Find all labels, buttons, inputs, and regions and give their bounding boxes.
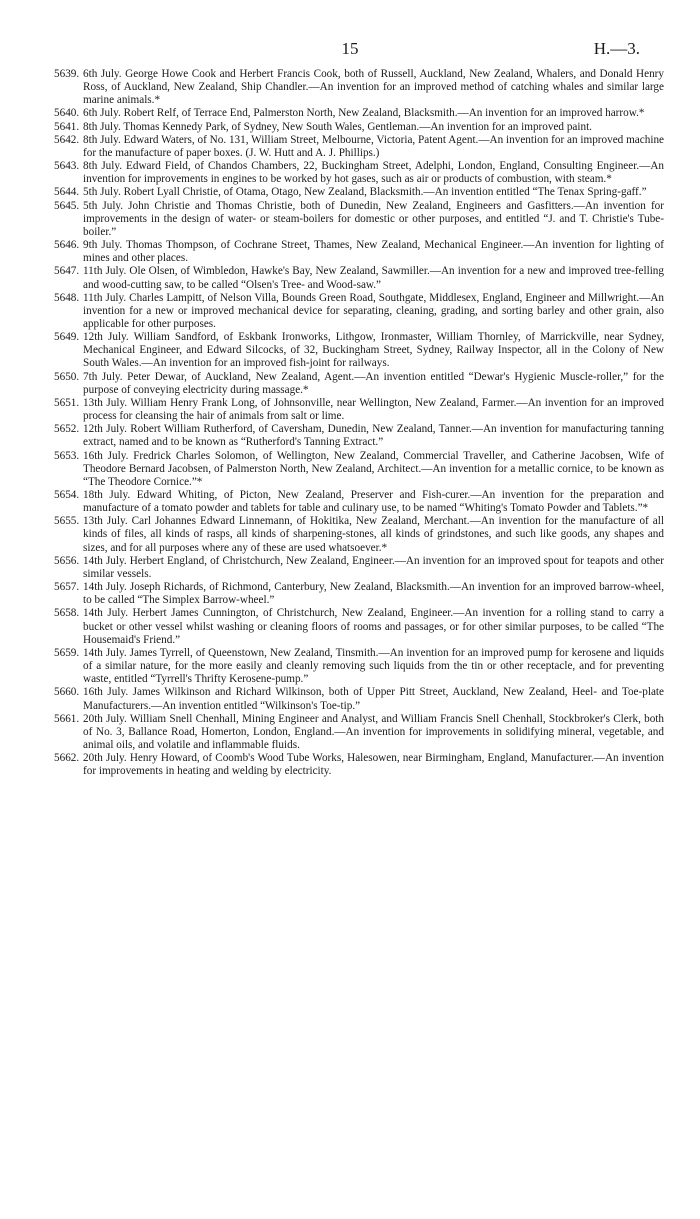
patent-entry xyxy=(54,450,664,489)
patent-entry xyxy=(54,68,664,107)
entry-text: 7th July. Peter Dewar, of Auckland, New Zealand, Agent.—An invention entitled “Dewar's Hygienic Muscle-roller,” for the purpose of conveying electricity during massage.* xyxy=(83,370,664,396)
entry-number: 5650. xyxy=(54,370,80,383)
entry-text: 16th July. James Wilkinson and Richard Wilkinson, both of Upper Pitt Street, Auckland, New Zealand, Heel- and Toe-plate Manufacturers.—An invention entitled “Wilkinson's Toe-tip.” xyxy=(83,686,664,712)
patent-entry xyxy=(54,186,664,199)
entry-text: 20th July. Henry Howard, of Coomb's Wood Tube Works, Halesowen, near Birmingham, England, Manufacturer.—An invention for improvements in heating and welding by electricity. xyxy=(83,752,664,778)
entry-text: 5th July. Robert Lyall Christie, of Otama, Otago, New Zealand, Blacksmith.—An invention entitled “The Tenax Spring-gaff.” xyxy=(83,186,647,199)
patent-entry xyxy=(54,331,664,370)
patent-entry xyxy=(54,292,664,331)
patent-entry xyxy=(54,265,664,291)
page-header xyxy=(0,38,700,60)
entry-number: 5648. xyxy=(54,291,80,304)
entry-number: 5662. xyxy=(54,752,80,765)
patent-entry xyxy=(54,121,664,134)
entry-number: 5656. xyxy=(54,554,80,567)
entry-text: 18th July. Edward Whiting, of Picton, New Zealand, Preserver and Fish-curer.—An invention for the preparation and manufacture of a tomato powder and tablets for table and culinary use, to be named “Whiting's Tomato Powder and Tablets.”* xyxy=(83,489,664,515)
entry-number: 5646. xyxy=(54,239,80,252)
entry-text: 16th July. Fredrick Charles Solomon, of Wellington, New Zealand, Commercial Traveller, and Catherine Jacobsen, Wife of Theodore Bernard Jacobsen, of Palmerston North, New Zealand, Architect.—An invention for a metallic cornice, to be known as “The Theodore Cornice.”* xyxy=(83,449,664,488)
patent-entry xyxy=(54,107,664,120)
entry-number: 5661. xyxy=(54,712,80,725)
entry-text: 5th July. John Christie and Thomas Christie, both of Dunedin, New Zealand, Engineers and Gasfitters.—An invention for improvements in the design of water- or steam-boilers for domestic or other purposes, and entitled “J. and T. Christie's Tube-boiler.” xyxy=(83,199,664,238)
patent-entry xyxy=(54,607,664,646)
entry-number: 5644. xyxy=(54,186,80,199)
entry-number: 5657. xyxy=(54,581,80,594)
entry-text: 11th July. Ole Olsen, of Wimbledon, Hawke's Bay, New Zealand, Sawmiller.—An invention for a new and improved tree-felling and wood-cutting saw, to be called “Olsen's Tree- and Wood-saw.” xyxy=(83,265,664,291)
entry-number: 5639. xyxy=(54,68,80,80)
entry-text: 6th July. Robert Relf, of Terrace End, Palmerston North, New Zealand, Blacksmith.—An invention for an improved harrow.* xyxy=(83,107,645,120)
patent-entry xyxy=(54,515,664,554)
entry-text: 8th July. Edward Field, of Chandos Chambers, 22, Buckingham Street, Adelphi, London, England, Consulting Engineer.—An invention for improvements in engines to be worked by hot gases, such as air or products of combustion, with steam.* xyxy=(83,160,664,186)
entry-text: 14th July. Joseph Richards, of Richmond, Canterbury, New Zealand, Blacksmith.—An invention for an improved barrow-wheel, to be called “The Simplex Barrow-wheel.” xyxy=(83,581,664,607)
entry-number: 5659. xyxy=(54,646,80,659)
entry-number: 5655. xyxy=(54,515,80,528)
entry-text: 9th July. Thomas Thompson, of Cochrane Street, Thames, New Zealand, Mechanical Engineer.—An invention for lighting of mines and other places. xyxy=(83,239,664,265)
entry-number: 5653. xyxy=(54,449,80,462)
patent-entry xyxy=(54,555,664,581)
patent-entry xyxy=(54,581,664,607)
entry-text: 12th July. Robert William Rutherford, of Caversham, Dunedin, New Zealand, Tanner.—An invention for manufacturing tanning extract, named and to be known as “Rutherford's Tanning Extract.” xyxy=(83,423,664,449)
entry-text: 11th July. Charles Lampitt, of Nelson Villa, Bounds Green Road, Southgate, Middlesex, England, Engineer and Millwright.—An invention for a new or improved mechanical device for separating, cleaning, grading, and sorting barley and other grain, also applicable for other purposes. xyxy=(83,291,664,330)
patent-entries-list xyxy=(54,68,664,778)
entry-text: 14th July. Herbert James Cunnington, of Christchurch, New Zealand, Engineer.—An invention for a rolling stand to carry a bucket or other vessel whilst washing or cleaning floors of rooms and passages, or for other similar purposes, to be called “The Housemaid's Friend.” xyxy=(83,607,664,646)
entry-number: 5660. xyxy=(54,686,80,699)
entry-text: 8th July. Thomas Kennedy Park, of Sydney, New South Wales, Gentleman.—An invention for an improved paint. xyxy=(83,120,592,133)
entry-number: 5652. xyxy=(54,423,80,436)
patent-entry xyxy=(54,423,664,449)
patent-entry xyxy=(54,686,664,712)
entry-text: 13th July. Carl Johannes Edward Linnemann, of Hokitika, New Zealand, Merchant.—An invention for the manufacture of all kinds of files, all kinds of rasps, all kinds of sharpening-stones, all kinds of grindstones, and such like goods, any shapes and sizes, and for all purposes where any of these are used whatsoever.* xyxy=(83,515,664,554)
entry-number: 5654. xyxy=(54,489,80,501)
entry-number: 5642. xyxy=(54,133,80,146)
entry-number: 5651. xyxy=(54,396,80,409)
entry-text: 13th July. William Henry Frank Long, of Johnsonville, near Wellington, New Zealand, Farmer.—An invention for an improved process for cleansing the hair of animals from salt or lime. xyxy=(83,396,664,423)
entry-number: 5658. xyxy=(54,607,80,620)
patent-entry xyxy=(54,752,664,778)
entry-text: 20th July. William Snell Chenhall, Mining Engineer and Analyst, and William Francis Snell Chenhall, Stockbroker's Clerk, both of No. 3, Ballance Road, Homerton, London, England.—An invention for improvements in solidifying mineral, vegetable, and animal oils, and volatile and inflammable fluids. xyxy=(83,712,664,751)
entry-text: 14th July. Herbert England, of Christchurch, New Zealand, Engineer.—An invention for an improved spout for teapots and other similar vessels. xyxy=(83,554,664,580)
document-reference: H.—3. xyxy=(593,39,640,58)
entry-number: 5645. xyxy=(54,199,80,212)
entry-number: 5649. xyxy=(54,331,80,344)
patent-entry xyxy=(54,239,664,265)
entry-number: 5641. xyxy=(54,120,80,133)
entry-text: 8th July. Edward Waters, of No. 131, William Street, Melbourne, Victoria, Patent Agent.—An invention for an improved machine for the manufacture of paper boxes. (J. W. Hutt and A. J. Phillips.) xyxy=(83,133,664,159)
entry-text: 6th July. George Howe Cook and Herbert Francis Cook, both of Russell, Auckland, New Zealand, Whalers, and Donald Henry Ross, of Auckland, New Zealand, Ship Chandler.—An invention for an improved method of catching whales and similar large marine animals.* xyxy=(83,68,664,107)
entry-text: 12th July. William Sandford, of Eskbank Ironworks, Lithgow, Ironmaster, William Thornley, of Marrickville, near Sydney, Mechanical Engineer, and Edward Silcocks, of 32, Buckingham Street, Sydney, Railway Inspector, all in the Colony of New South Wales.—An invention for an improved fish-joint for railways. xyxy=(83,331,664,370)
entry-text: 14th July. James Tyrrell, of Queenstown, New Zealand, Tinsmith.—An invention for an improved pump for kerosene and liquids of a similar nature, for the more easily and cleanly removing such liquids from the tin or other receptacle, and for preventing waste, entitled “Tyrrell's Thrifty Kerosene-pump.” xyxy=(83,646,664,686)
patent-entry xyxy=(54,371,664,397)
patent-entry xyxy=(54,200,664,239)
entry-number: 5647. xyxy=(54,265,80,278)
entry-number: 5643. xyxy=(54,160,80,173)
patent-entry xyxy=(54,647,664,686)
patent-entry xyxy=(54,489,664,515)
patent-entry xyxy=(54,160,664,186)
patent-entry xyxy=(54,397,664,423)
entry-number: 5640. xyxy=(54,107,80,120)
patent-entry xyxy=(54,713,664,752)
page-number: 15 xyxy=(341,39,359,58)
patent-entry xyxy=(54,134,664,160)
